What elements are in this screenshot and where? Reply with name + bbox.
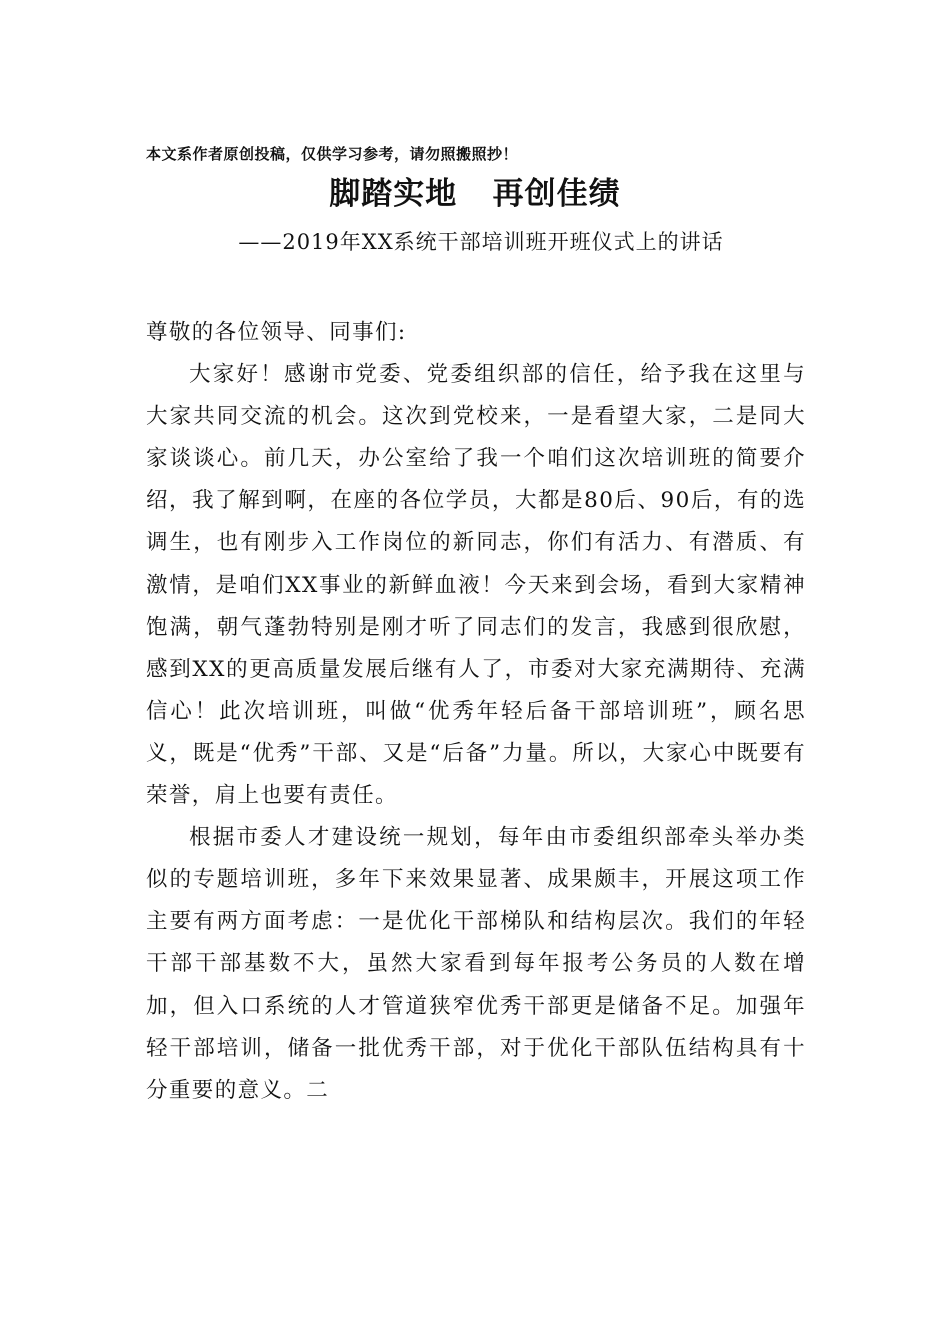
paragraph-2: 根据市委人才建设统一规划，每年由市委组织部牵头举办类似的专题培训班，多年下来效果显著、成果颇丰，开展这项工作主要有两方面考虑：一是优化干部梯队和结构层次。我们的年轻干部干部基数不大，虽然大家看到每年报考公务员的人数在增加，但入口系统的人才管道狭窄优秀干部更是储备不足。加强年轻干部培训，储备一批优秀干部，对于优化干部队伍结构具有十分重要的意义。二 — [146, 825, 806, 1103]
document-title: 脚踏实地 再创佳绩 — [329, 176, 621, 212]
paragraph-1: 大家好！感谢市党委、党委组织部的信任，给予我在这里与大家共同交流的机会。这次到党校来，一是看望大家，二是同大家谈谈心。前几天，办公室给了我一个咱们这次培训班的简要介绍，我了解到啊，在座的各位学员，大都是80后、90后，有的选调生，也有刚步入工作岗位的新同志，你们有活力、有潜质、有激情，是咱们XX事业的新鲜血液！今天来到会场，看到大家精神饱满，朝气蓬勃特别是刚才听了同志们的发言，我感到很欣慰，感到XX的更高质量发展后继有人了，市委对大家充满期待、充满信心！此次培训班，叫做“优秀年轻后备干部培训班”，顾名思义，既是“优秀”干部、又是“后备”力量。所以，大家心中既要有荣誉，肩上也要有责任。 — [146, 362, 806, 809]
document-subtitle: ——2019年XX系统干部培训班开班仪式上的讲话 — [238, 230, 724, 254]
salutation: 尊敬的各位领导、同事们: — [146, 320, 407, 345]
copyright-notice: 本文系作者原创投稿，仅供学习参考，请勿照搬照抄！ — [146, 145, 519, 163]
document-body — [146, 312, 806, 1112]
